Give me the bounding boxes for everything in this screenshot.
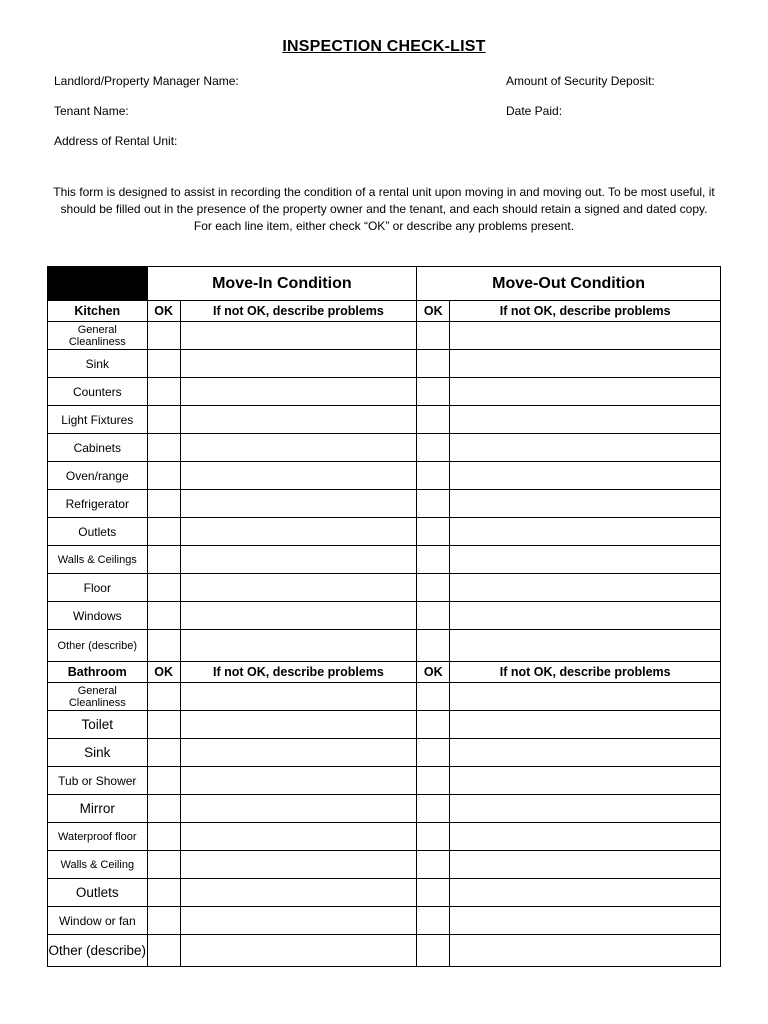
bathroom-checklist-row [48, 851, 721, 879]
move-in-description-cell[interactable] [180, 879, 416, 907]
move-out-ok-cell[interactable] [417, 602, 450, 630]
move-in-description-cell[interactable] [180, 630, 416, 662]
bathroom-item-label: Walls & Ceiling [48, 851, 148, 879]
move-in-ok-cell[interactable] [147, 711, 180, 739]
kitchen-item-label: Oven/range [48, 462, 148, 490]
move-in-description-cell[interactable] [180, 462, 416, 490]
kitchen-checklist-row [48, 490, 721, 518]
move-in-description-cell[interactable] [180, 935, 416, 967]
rental-address-label: Address of Rental Unit: [54, 134, 178, 148]
kitchen-checklist-row [48, 574, 721, 602]
kitchen-section-label: Kitchen [48, 301, 148, 322]
move-in-ok-cell[interactable] [147, 795, 180, 823]
tenant-name-label: Tenant Name: [54, 104, 129, 118]
move-in-header: Move-In Condition [147, 267, 417, 301]
move-in-description-cell[interactable] [180, 683, 416, 711]
kitchen-section-row [48, 301, 721, 322]
move-in-description-cell[interactable] [180, 739, 416, 767]
move-in-ok-cell[interactable] [147, 851, 180, 879]
move-in-ok-cell[interactable] [147, 378, 180, 406]
move-out-description-cell[interactable] [450, 907, 721, 935]
move-in-ok-cell[interactable] [147, 630, 180, 662]
header-corner-cell [48, 267, 148, 301]
kitchen-checklist-row [48, 630, 721, 662]
kitchen-item-label: Other (describe) [48, 630, 148, 662]
kitchen-item-label: Light Fixtures [48, 406, 148, 434]
bathroom-item-label: Tub or Shower [48, 767, 148, 795]
move-out-ok-cell[interactable] [417, 630, 450, 662]
move-out-description-cell[interactable] [450, 767, 721, 795]
move-out-ok-cell[interactable] [417, 907, 450, 935]
kitchen-checklist-row [48, 518, 721, 546]
bathroom-checklist-row [48, 907, 721, 935]
move-out-ok-cell[interactable] [417, 739, 450, 767]
move-in-ok-cell[interactable] [147, 879, 180, 907]
move-in-description-cell[interactable] [180, 767, 416, 795]
move-out-description-cell[interactable] [450, 406, 721, 434]
kitchen-checklist-row [48, 322, 721, 350]
move-in-ok-cell[interactable] [147, 406, 180, 434]
move-in-description-cell[interactable] [180, 711, 416, 739]
kitchen-checklist-row [48, 602, 721, 630]
move-out-description-cell[interactable] [450, 518, 721, 546]
move-in-description-cell[interactable] [180, 518, 416, 546]
kitchen-checklist-row [48, 378, 721, 406]
bathroom-checklist-row [48, 711, 721, 739]
condition-header-row [48, 267, 721, 301]
move-out-ok-cell[interactable] [417, 490, 450, 518]
bathroom-checklist-row [48, 879, 721, 907]
move-in-description-cell[interactable] [180, 546, 416, 574]
security-deposit-label: Amount of Security Deposit: [506, 74, 655, 88]
instructions-paragraph: This form is designed to assist in recording the condition of a rental unit upon moving in and moving out. To be most useful, it should be filled out in the presence of the property owner and the tenant, and each should retain a signed and dated copy. [53, 185, 715, 216]
move-out-ok-header: OK [417, 301, 450, 322]
move-in-description-cell[interactable] [180, 322, 416, 350]
kitchen-items [48, 322, 721, 662]
move-out-description-cell[interactable] [450, 823, 721, 851]
move-in-description-cell[interactable] [180, 406, 416, 434]
instructions [50, 184, 718, 235]
move-in-ok-cell[interactable] [147, 602, 180, 630]
move-out-description-cell[interactable] [450, 350, 721, 378]
bathroom-item-label: Window or fan [48, 907, 148, 935]
move-out-ok-cell[interactable] [417, 518, 450, 546]
move-out-ok-cell[interactable] [417, 683, 450, 711]
move-out-description-cell[interactable] [450, 434, 721, 462]
kitchen-item-label: Counters [48, 378, 148, 406]
move-in-description-cell[interactable] [180, 823, 416, 851]
move-in-description-cell[interactable] [180, 350, 416, 378]
bathroom-item-label: Mirror [48, 795, 148, 823]
bathroom-item-label: Other (describe) [48, 935, 148, 967]
kitchen-item-label: Outlets [48, 518, 148, 546]
move-out-ok-cell[interactable] [417, 546, 450, 574]
kitchen-item-label: Walls & Ceilings [48, 546, 148, 574]
move-in-description-cell[interactable] [180, 795, 416, 823]
move-out-description-cell[interactable] [450, 795, 721, 823]
move-out-ok-cell[interactable] [417, 434, 450, 462]
move-out-ok-cell[interactable] [417, 935, 450, 967]
move-in-ok-cell[interactable] [147, 767, 180, 795]
move-in-ok-cell[interactable] [147, 935, 180, 967]
move-out-description-cell[interactable] [450, 879, 721, 907]
move-in-description-cell[interactable] [180, 490, 416, 518]
bathroom-section-label: Bathroom [48, 662, 148, 683]
move-out-ok-cell[interactable] [417, 711, 450, 739]
kitchen-item-label: Sink [48, 350, 148, 378]
move-in-description-cell[interactable] [180, 574, 416, 602]
move-out-description-cell[interactable] [450, 546, 721, 574]
kitchen-checklist-row [48, 462, 721, 490]
landlord-name-label: Landlord/Property Manager Name: [54, 74, 239, 88]
move-in-describe-header: If not OK, describe problems [180, 662, 416, 683]
bathroom-checklist-row [48, 683, 721, 711]
move-out-describe-header: If not OK, describe problems [450, 662, 721, 683]
move-in-description-cell[interactable] [180, 851, 416, 879]
move-out-description-cell[interactable] [450, 683, 721, 711]
move-out-ok-cell[interactable] [417, 767, 450, 795]
bathroom-item-label: Waterproof floor [48, 823, 148, 851]
move-in-ok-cell[interactable] [147, 574, 180, 602]
kitchen-item-label: Floor [48, 574, 148, 602]
move-in-ok-cell[interactable] [147, 739, 180, 767]
move-in-ok-header: OK [147, 662, 180, 683]
move-in-description-cell[interactable] [180, 602, 416, 630]
bathroom-checklist-row [48, 935, 721, 967]
move-out-ok-header: OK [417, 662, 450, 683]
move-out-ok-cell[interactable] [417, 462, 450, 490]
kitchen-item-label: General Cleanliness [48, 322, 148, 350]
kitchen-checklist-row [48, 546, 721, 574]
bathroom-item-label: Sink [48, 739, 148, 767]
move-out-ok-cell[interactable] [417, 350, 450, 378]
bathroom-checklist-row [48, 739, 721, 767]
move-out-ok-cell[interactable] [417, 378, 450, 406]
kitchen-checklist-row [48, 350, 721, 378]
move-out-description-cell[interactable] [450, 378, 721, 406]
inspection-table [47, 266, 721, 967]
instructions-note: For each line item, either check “OK” or describe any problems present. [193, 219, 575, 233]
move-in-description-cell[interactable] [180, 434, 416, 462]
move-in-ok-cell[interactable] [147, 350, 180, 378]
move-in-description-cell[interactable] [180, 378, 416, 406]
move-out-description-cell[interactable] [450, 711, 721, 739]
date-paid-label: Date Paid: [506, 104, 563, 118]
move-out-description-cell[interactable] [450, 490, 721, 518]
kitchen-checklist-row [48, 434, 721, 462]
move-out-ok-cell[interactable] [417, 406, 450, 434]
move-in-ok-cell[interactable] [147, 546, 180, 574]
move-in-ok-cell[interactable] [147, 322, 180, 350]
bathroom-checklist-row [48, 767, 721, 795]
move-out-description-cell[interactable] [450, 851, 721, 879]
move-out-ok-cell[interactable] [417, 574, 450, 602]
move-in-ok-header: OK [147, 301, 180, 322]
kitchen-item-label: Windows [48, 602, 148, 630]
kitchen-checklist-row [48, 406, 721, 434]
move-in-ok-cell[interactable] [147, 907, 180, 935]
move-out-description-cell[interactable] [450, 935, 721, 967]
move-out-description-cell[interactable] [450, 574, 721, 602]
move-out-ok-cell[interactable] [417, 879, 450, 907]
move-out-describe-header: If not OK, describe problems [450, 301, 721, 322]
move-in-ok-cell[interactable] [147, 823, 180, 851]
move-out-ok-cell[interactable] [417, 823, 450, 851]
move-out-ok-cell[interactable] [417, 851, 450, 879]
bathroom-checklist-row [48, 823, 721, 851]
kitchen-item-label: Cabinets [48, 434, 148, 462]
move-in-description-cell[interactable] [180, 907, 416, 935]
move-in-ok-cell[interactable] [147, 518, 180, 546]
move-out-description-cell[interactable] [450, 602, 721, 630]
move-out-description-cell[interactable] [450, 630, 721, 662]
kitchen-item-label: Refrigerator [48, 490, 148, 518]
bathroom-items [48, 683, 721, 967]
bathroom-checklist-row [48, 795, 721, 823]
move-out-description-cell[interactable] [450, 322, 721, 350]
move-out-description-cell[interactable] [450, 462, 721, 490]
bathroom-item-label: Toilet [48, 711, 148, 739]
move-in-ok-cell[interactable] [147, 683, 180, 711]
move-in-ok-cell[interactable] [147, 490, 180, 518]
bathroom-section-row [48, 662, 721, 683]
move-out-description-cell[interactable] [450, 739, 721, 767]
page-title: INSPECTION CHECK-LIST [282, 38, 486, 55]
move-out-ok-cell[interactable] [417, 795, 450, 823]
move-in-ok-cell[interactable] [147, 462, 180, 490]
move-out-header: Move-Out Condition [417, 267, 721, 301]
bathroom-item-label: Outlets [48, 879, 148, 907]
move-in-ok-cell[interactable] [147, 434, 180, 462]
move-out-ok-cell[interactable] [417, 322, 450, 350]
bathroom-item-label: General Cleanliness [48, 683, 148, 711]
move-in-describe-header: If not OK, describe problems [180, 301, 416, 322]
